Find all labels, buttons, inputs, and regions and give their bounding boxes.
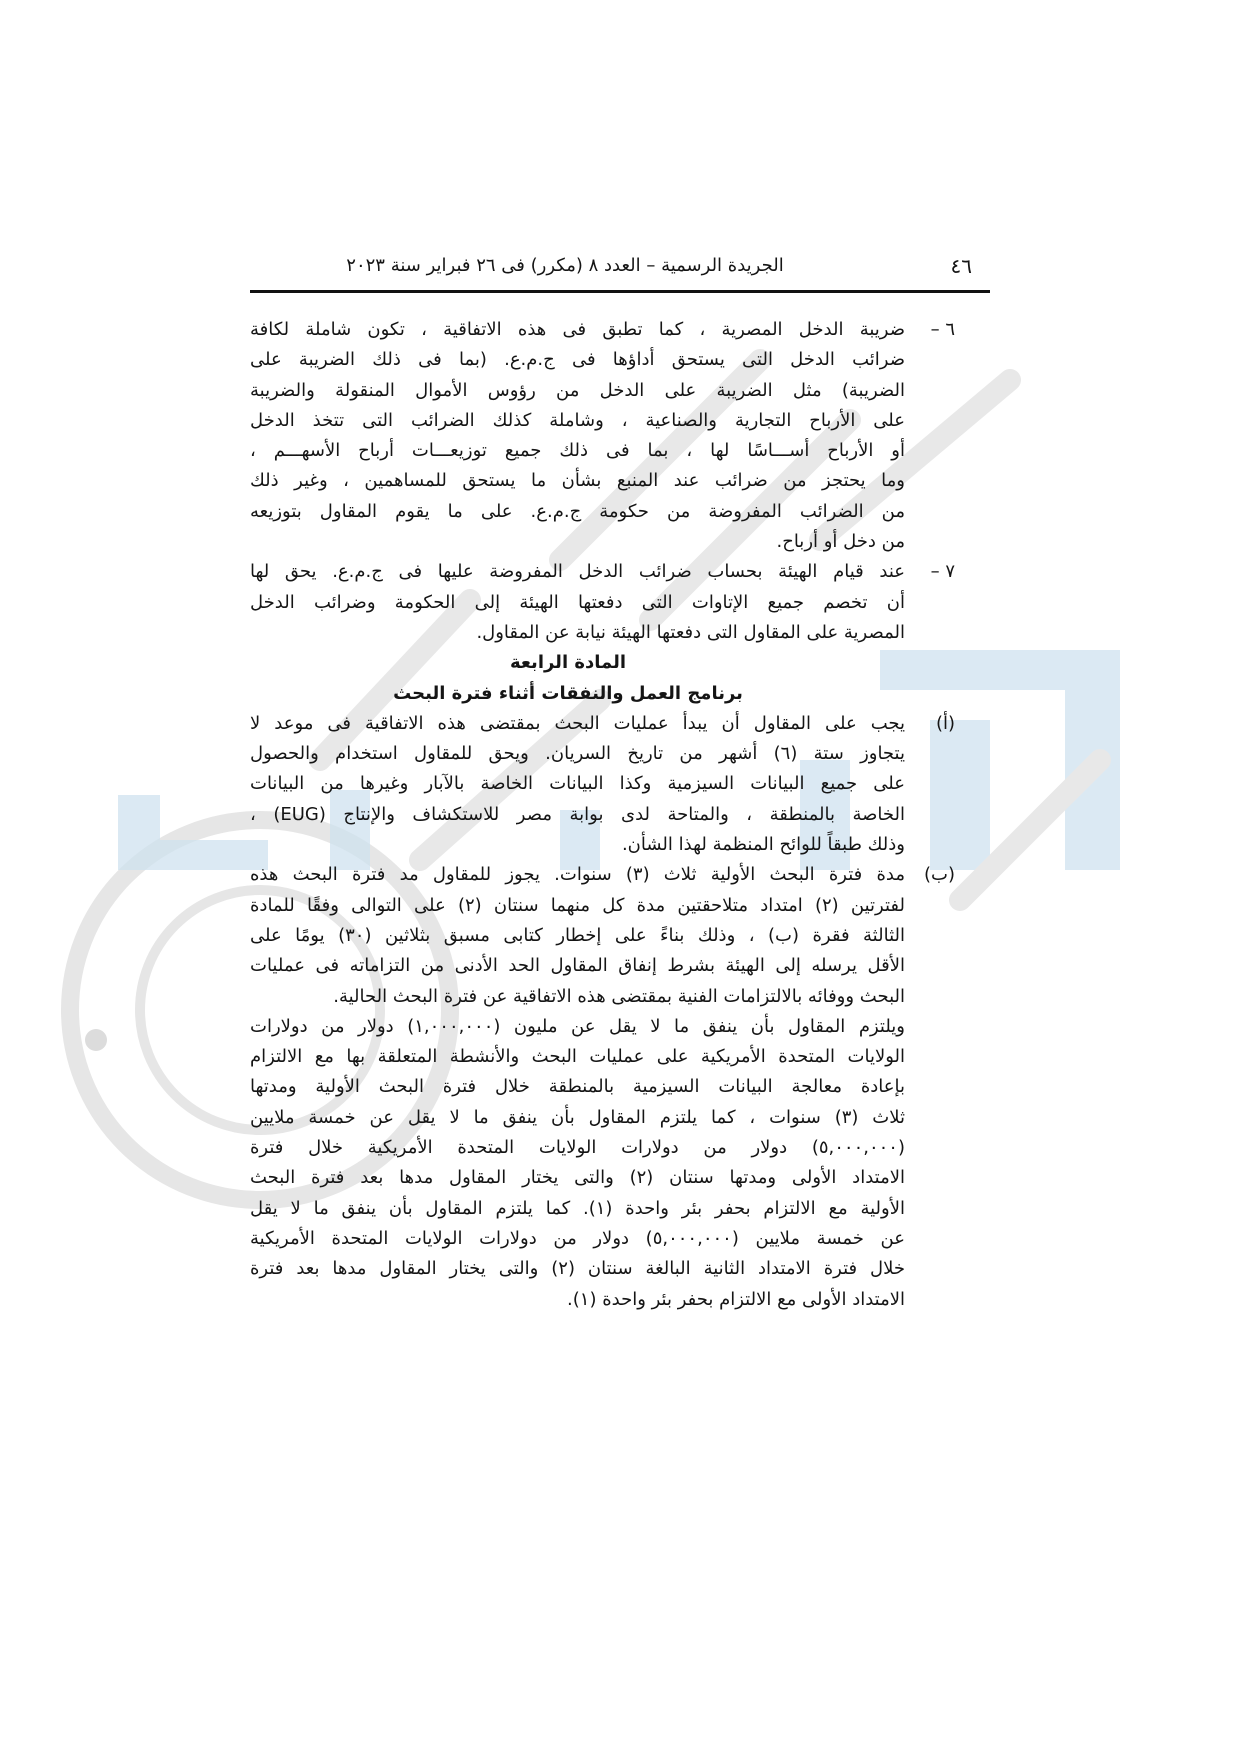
paragraph-marker: (أ) xyxy=(935,712,955,734)
clause-text xyxy=(250,557,905,648)
watermark-shape xyxy=(118,840,268,870)
text-line: بإعادة معالجة البيانات السيزمية بالمنطقة خلال فترة البحث الأولية ومدتها xyxy=(250,1076,905,1098)
text-line: (٥,٠٠٠,٠٠٠) دولار من دولارات الولايات المتحدة الأمريكية خلال فترة xyxy=(250,1137,905,1159)
text-line: من الضرائب المفروضة من حكومة ج.م.ع. على ما يقوم المقاول بتوزيعه xyxy=(250,500,905,522)
text-line: الأولية مع الالتزام بحفر بئر واحدة (١). كما يلتزم المقاول بأن ينفق ما لا يقل xyxy=(250,1197,905,1219)
text-line: وذلك طبقاً للوائح المنظمة لهذا الشأن. xyxy=(621,834,905,856)
text-line: الضريبة) مثل الضريبة على الدخل من رؤوس الأموال المنقولة والضريبة xyxy=(250,379,905,401)
text-line: أو الأرباح أســـاسًا لها ، بما فى ذلك جميع توزيعـــات أرباح الأسهـــم ، xyxy=(250,440,905,462)
clause-marker: ٧ – xyxy=(930,561,955,583)
paragraph-text xyxy=(250,860,905,1314)
text-line: من دخل أو أرباح. xyxy=(776,531,905,553)
text-line: ثلاث (٣) سنوات ، كما يلتزم المقاول بأن ينفق ما لا يقل عن خمسة ملايين xyxy=(250,1106,905,1128)
text-line: الخاصة بالمنطقة ، والمتاحة لدى بوابة مصر للاستكشاف والإنتاج (EUG) ، xyxy=(250,803,905,825)
text-line: أن تخصم جميع الإتاوات التى دفعتها الهيئة إلى الحكومة وضرائب الدخل xyxy=(250,591,905,613)
text-line: عند قيام الهيئة بحساب ضرائب الدخل المفروضة عليها فى ج.م.ع. يحق لها xyxy=(250,561,905,583)
text-line: البحث ووفائه بالالتزامات الفنية بمقتضى هذه الاتفاقية عن فترة البحث الحالية. xyxy=(333,985,905,1007)
article-title: المادة الرابعة xyxy=(509,652,626,674)
text-line: على جميع البيانات السيزمية وكذا البيانات الخاصة بالآبار وغيرها من البيانات xyxy=(250,773,905,795)
text-line: ضريبة الدخل المصرية ، كما تطبق فى هذه الاتفاقية ، تكون شاملة لكافة xyxy=(250,319,905,340)
paragraph-a xyxy=(250,709,955,860)
text-line: الامتداد الأولى ومدتها سنتان (٢) والتى يختار المقاول مدها بعد فترة البحث xyxy=(250,1167,905,1189)
paragraph-b xyxy=(250,860,955,1314)
paragraph-marker: (ب) xyxy=(924,864,955,886)
clause-7 xyxy=(250,557,955,648)
text-line: الثالثة فقرة (ب) ، وذلك بناءً على إخطار كتابى مسبق بثلاثين (٣٠) يومًا على xyxy=(250,924,905,946)
clause-marker: ٦ – xyxy=(930,319,955,340)
text-line: خلال فترة الامتداد الثانية البالغة سنتان (٢) والتى يختار المقاول مدها بعد فترة xyxy=(250,1258,905,1280)
article-subtitle: برنامج العمل والنفقات أثناء فترة البحث xyxy=(393,682,743,704)
text-line: يتجاوز ستة (٦) أشهر من تاريخ السريان. ويحق للمقاول استخدام والحصول xyxy=(250,743,905,765)
text-line: ويلتزم المقاول بأن ينفق ما لا يقل عن مليون (١,٠٠٠,٠٠٠) دولار من دولارات xyxy=(250,1015,905,1037)
text-line: وما يحتجز من ضرائب عند المنبع بشأن ما يستحق للمساهمين ، وغير ذلك xyxy=(250,470,905,492)
text-line: المصرية على المقاول التى دفعتها الهيئة نيابة عن المقاول. xyxy=(476,621,905,643)
header-rule xyxy=(250,290,990,293)
text-line: مدة فترة البحث الأولية ثلاث (٣) سنوات. يجوز للمقاول مد فترة البحث هذه xyxy=(250,864,905,886)
paragraph-text xyxy=(250,709,905,860)
text-line: الأقل يرسله إلى الهيئة بشرط إنفاق المقاول الحد الأدنى من التزاماته فى عمليات xyxy=(250,955,905,977)
page-number: ٤٦ xyxy=(950,254,972,278)
text-line: الولايات المتحدة الأمريكية على عمليات البحث والأنشطة المتعلقة بها مع الالتزام xyxy=(250,1046,905,1068)
gazette-header-title: الجريدة الرسمية – العدد ٨ (مكرر) فى ٢٦ فبراير سنة ٢٠٢٣ xyxy=(346,255,784,276)
watermark-shape xyxy=(85,1029,107,1051)
clause-text xyxy=(250,315,905,557)
clause-6 xyxy=(250,315,955,557)
text-line: ضرائب الدخل التى يستحق أداؤها فى ج.م.ع. (بما فى ذلك الضريبة على xyxy=(250,349,905,371)
text-line: يجب على المقاول أن يبدأ عمليات البحث بمقتضى هذه الاتفاقية فى موعد لا xyxy=(250,712,905,734)
text-line: على الأرباح التجارية والصناعية ، وشاملة كذلك الضرائب التى تتخذ الدخل xyxy=(250,409,905,431)
text-line: عن خمسة ملايين (٥,٠٠٠,٠٠٠) دولار من دولارات الولايات المتحدة الأمريكية xyxy=(250,1227,905,1249)
document-body xyxy=(250,315,955,1315)
text-line: الامتداد الأولى مع الالتزام بحفر بئر واحدة (١). xyxy=(567,1288,905,1310)
text-line: لفترتين (٢) امتداد متلاحقتين مدة كل منهما سنتان (٢) على التوالى وفقًا للمادة xyxy=(250,894,905,916)
